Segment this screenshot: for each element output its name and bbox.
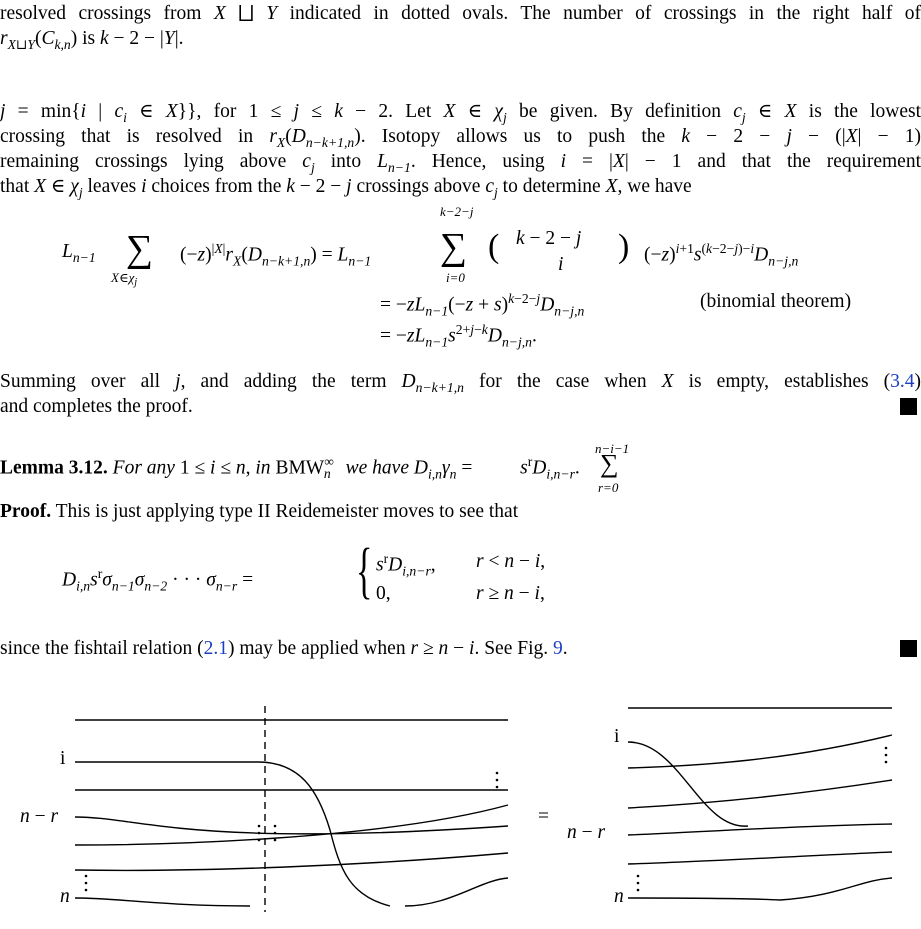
lemma-statement: Lemma 3.12. For any 1 ≤ i ≤ n, in $BMW^\infty_n$ we have $D_{i,n}\gamma_n = s^rD_{i,n-r}$. xyxy=(0,454,580,482)
text-line: j = min{i | $c_i$ ∈ X}}, for 1 ≤ j ≤ k − 2. Let X ∈ $\chi_j$ be given. By definition $c_j$ ∈ X is the lowest xyxy=(0,101,921,125)
text-line: Summing over all j, and adding the term $D_{n-k+1,n}$ for the case when X is empty, establishes (3.4) xyxy=(0,371,921,395)
text-line: crossing that is resolved in $r_X(D_{n-k+1,n})$. Isotopy allows us to push the k − 2 − j − (|X| − 1) xyxy=(0,126,921,150)
strand-label-n-minus-r: n − r xyxy=(567,822,606,843)
equation-ref-link[interactable]: 3.4 xyxy=(890,371,915,392)
strand-label-i: i xyxy=(60,748,66,769)
figure-ref-link[interactable]: 9 xyxy=(552,638,563,659)
strand-label-i: i xyxy=(614,726,620,747)
proof-label: Proof. xyxy=(0,501,52,522)
text-line: that X ∈ $\chi_j$ leaves i choices from the k − 2 − j crossings above $c_j$ to determine X, we have xyxy=(0,176,692,200)
text-line: resolved crossings from X ⨆ Y indicated in dotted ovals. The number of crossings in the right half of xyxy=(0,3,921,24)
text-line: since the fishtail relation (2.1) may be applied when r ≥ n − i. See Fig. 9. xyxy=(0,638,568,659)
text-line: remaining crossings lying above $c_j$ into $L_{n-1}$. Hence, using i = |X| − 1 and that the requirement xyxy=(0,151,921,175)
proof-line: Proof. This is just applying type II Reidemeister moves to see that xyxy=(0,501,519,522)
figure-equals: = xyxy=(538,806,549,827)
equation-ref-link[interactable]: 2.1 xyxy=(203,638,228,659)
text-line: $r_{X⊔Y}(C_{k,n})$ is k − 2 − |Y|. xyxy=(0,28,184,52)
strand-label-n: n xyxy=(614,886,624,907)
lemma-label: Lemma 3.12. xyxy=(0,457,108,479)
strand-label-n-minus-r: n − r xyxy=(20,806,59,827)
text-line: and completes the proof. xyxy=(0,396,193,417)
strand-label-n: n xyxy=(60,886,70,907)
